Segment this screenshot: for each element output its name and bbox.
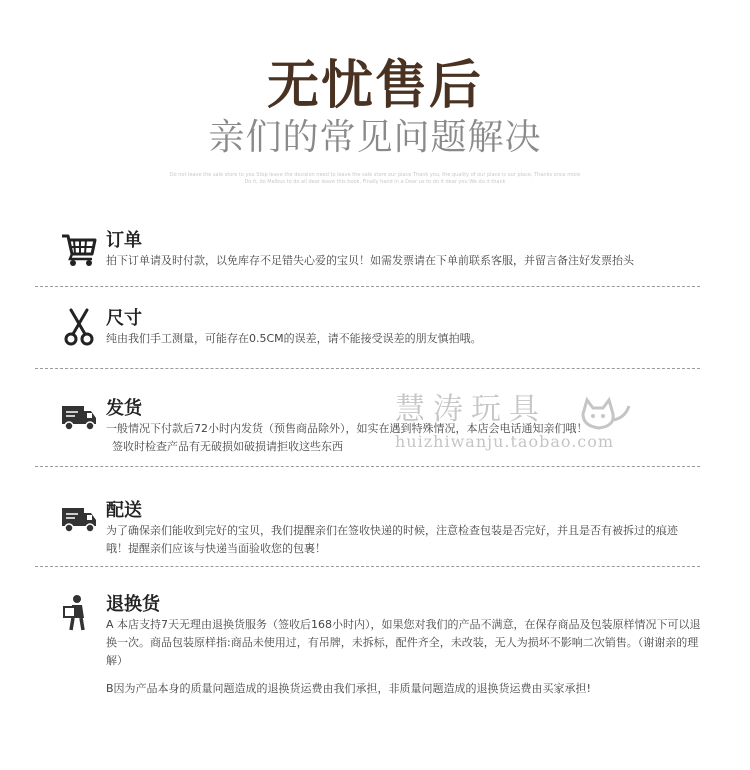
watermark-url: huizhiwanju.taobao.com: [395, 432, 615, 451]
section-text: A 本店支持7天无理由退换货服务（签收后168小时内），如果您对我们的产品不满意，在保存商品及包装原样情况下可以退换一次。商品包装原样指:商品未使用过，有吊牌，未拆标，配件齐全，未改装，无人为损坏不影响二次销售。（谢谢亲的理解）: [106, 618, 701, 667]
section-body: [106, 616, 706, 698]
divider: [35, 566, 700, 567]
section-title: 退换货: [106, 594, 160, 615]
fine-print-line-1: Do not leave the sale store to you Stop leave the decision need to leave the sale store our place Thank you, the quality of our place is our place, Thanks once more: [169, 172, 581, 178]
section-text: B因为产品本身的质量问题造成的退换货运费由我们承担，非质量问题造成的退换货运费由买家承担!: [106, 682, 591, 695]
section-body: [106, 252, 696, 270]
fine-print-line-2: Do it, do Melbus to do all dear leave this book, Finally hand in a Dear us to do it dear you We do it thank: [244, 179, 506, 185]
fine-print: [140, 172, 610, 186]
section-title: 配送: [106, 500, 142, 521]
section-text: 纯由我们手工测量，可能存在0.5CM的误差，请不能接受误差的朋友慎拍哦。: [106, 332, 482, 345]
watermark: [395, 392, 655, 452]
section-text: 拍下订单请及时付款，以免库存不足错失心爱的宝贝！如需发票请在下单前联系客服，并留言备注好发票抬头: [106, 254, 634, 267]
delivery-truck-icon: [60, 500, 98, 538]
return-person-icon: [60, 594, 98, 632]
section-text: 签收时检查产品有无破损如破损请拒收这些东西: [112, 440, 343, 453]
page-subtitle: 亲们的常见问题解决: [208, 117, 542, 158]
shopping-cart-icon: [60, 230, 98, 268]
section-text: 为了确保亲们能收到完好的宝贝，我们提醒亲们在签收快递的时候，注意检查包装是否完好，并且是否有被拆过的痕迹哦！提醒亲们应该与快递当面验收您的包裹！: [106, 524, 678, 555]
section-body: [106, 330, 696, 348]
scissors-icon: [60, 308, 98, 346]
cat-logo-icon: [575, 392, 635, 432]
section-body: [106, 522, 696, 558]
divider: [35, 286, 700, 287]
section-title: 尺寸: [106, 308, 142, 329]
divider: [35, 368, 700, 369]
watermark-text: 慧涛玩具: [395, 392, 547, 427]
delivery-truck-icon: [60, 398, 98, 436]
section-text: 一般情况下付款后72小时内发货（预售商品除外），如实在遇到特殊情况，本店会电话通知亲们哦！: [106, 422, 588, 435]
section-title: 订单: [106, 230, 142, 251]
page-title: 无忧售后: [266, 56, 483, 116]
section-title: 发货: [106, 398, 142, 419]
divider: [35, 466, 700, 467]
